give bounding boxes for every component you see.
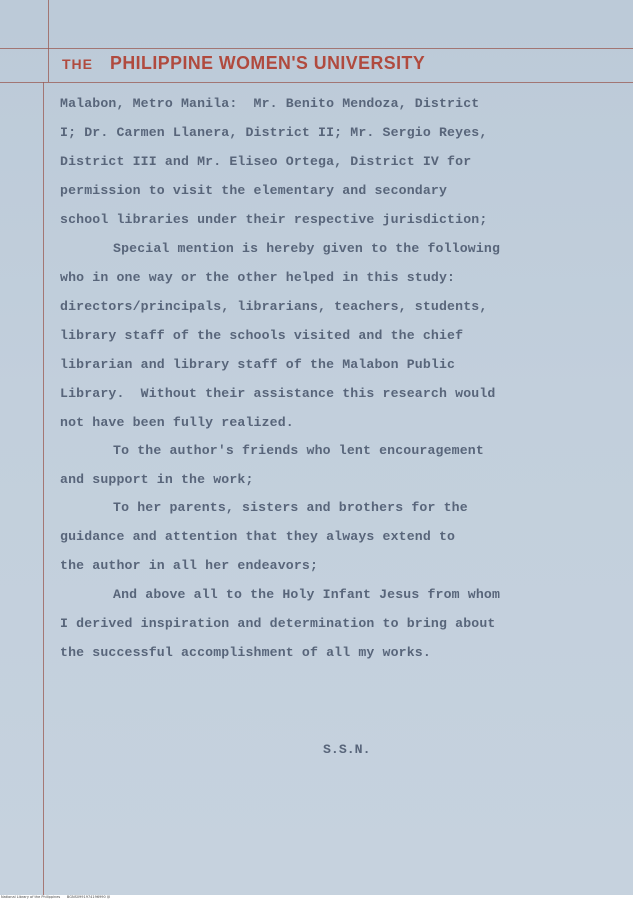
body-line: I derived inspiration and determination to bring about [60, 616, 496, 631]
body-line: not have been fully realized. [60, 415, 294, 430]
body-line: Library. Without their assistance this research would [60, 386, 496, 401]
signature-initials: S.S.N. [323, 742, 371, 757]
header-bottom-rule [0, 82, 633, 83]
body-line: permission to visit the elementary and secondary [60, 183, 448, 198]
letterhead-the: THE [62, 56, 93, 72]
body-line: And above all to the Holy Infant Jesus from whom [113, 587, 501, 602]
body-line: who in one way or the other helped in this study: [60, 270, 456, 285]
body-line: the successful accomplishment of all my works. [60, 645, 431, 660]
body-line: To the author's friends who lent encouragement [113, 443, 484, 458]
body-line: District III and Mr. Eliseo Ortega, District IV for [60, 154, 472, 169]
left-margin-rule-lower [43, 82, 44, 895]
header-top-rule [0, 48, 633, 49]
body-line: school libraries under their respective jurisdiction; [60, 212, 488, 227]
body-line: Special mention is hereby given to the following [113, 241, 501, 256]
left-margin-rule [48, 0, 49, 82]
body-line: and support in the work; [60, 472, 254, 487]
body-line: librarian and library staff of the Malabon Public [60, 357, 456, 372]
letterhead-university-name: PHILIPPINE WOMEN'S UNIVERSITY [110, 52, 426, 73]
body-line: library staff of the schools visited and the chief [60, 328, 464, 343]
body-line: To her parents, sisters and brothers for the [113, 500, 468, 515]
body-line: directors/principals, librarians, teachers, students, [60, 299, 488, 314]
body-line: the author in all her endeavors; [60, 558, 319, 573]
body-line: Malabon, Metro Manila: Mr. Benito Mendoza, District [60, 96, 480, 111]
body-line: I; Dr. Carmen Llanera, District II; Mr. Sergio Reyes, [60, 125, 488, 140]
body-line: guidance and attention that they always extend to [60, 529, 456, 544]
footer-caption: National Library of the Philippines BGNS0991974196990 IJI [1, 895, 110, 899]
letterhead [62, 52, 438, 80]
